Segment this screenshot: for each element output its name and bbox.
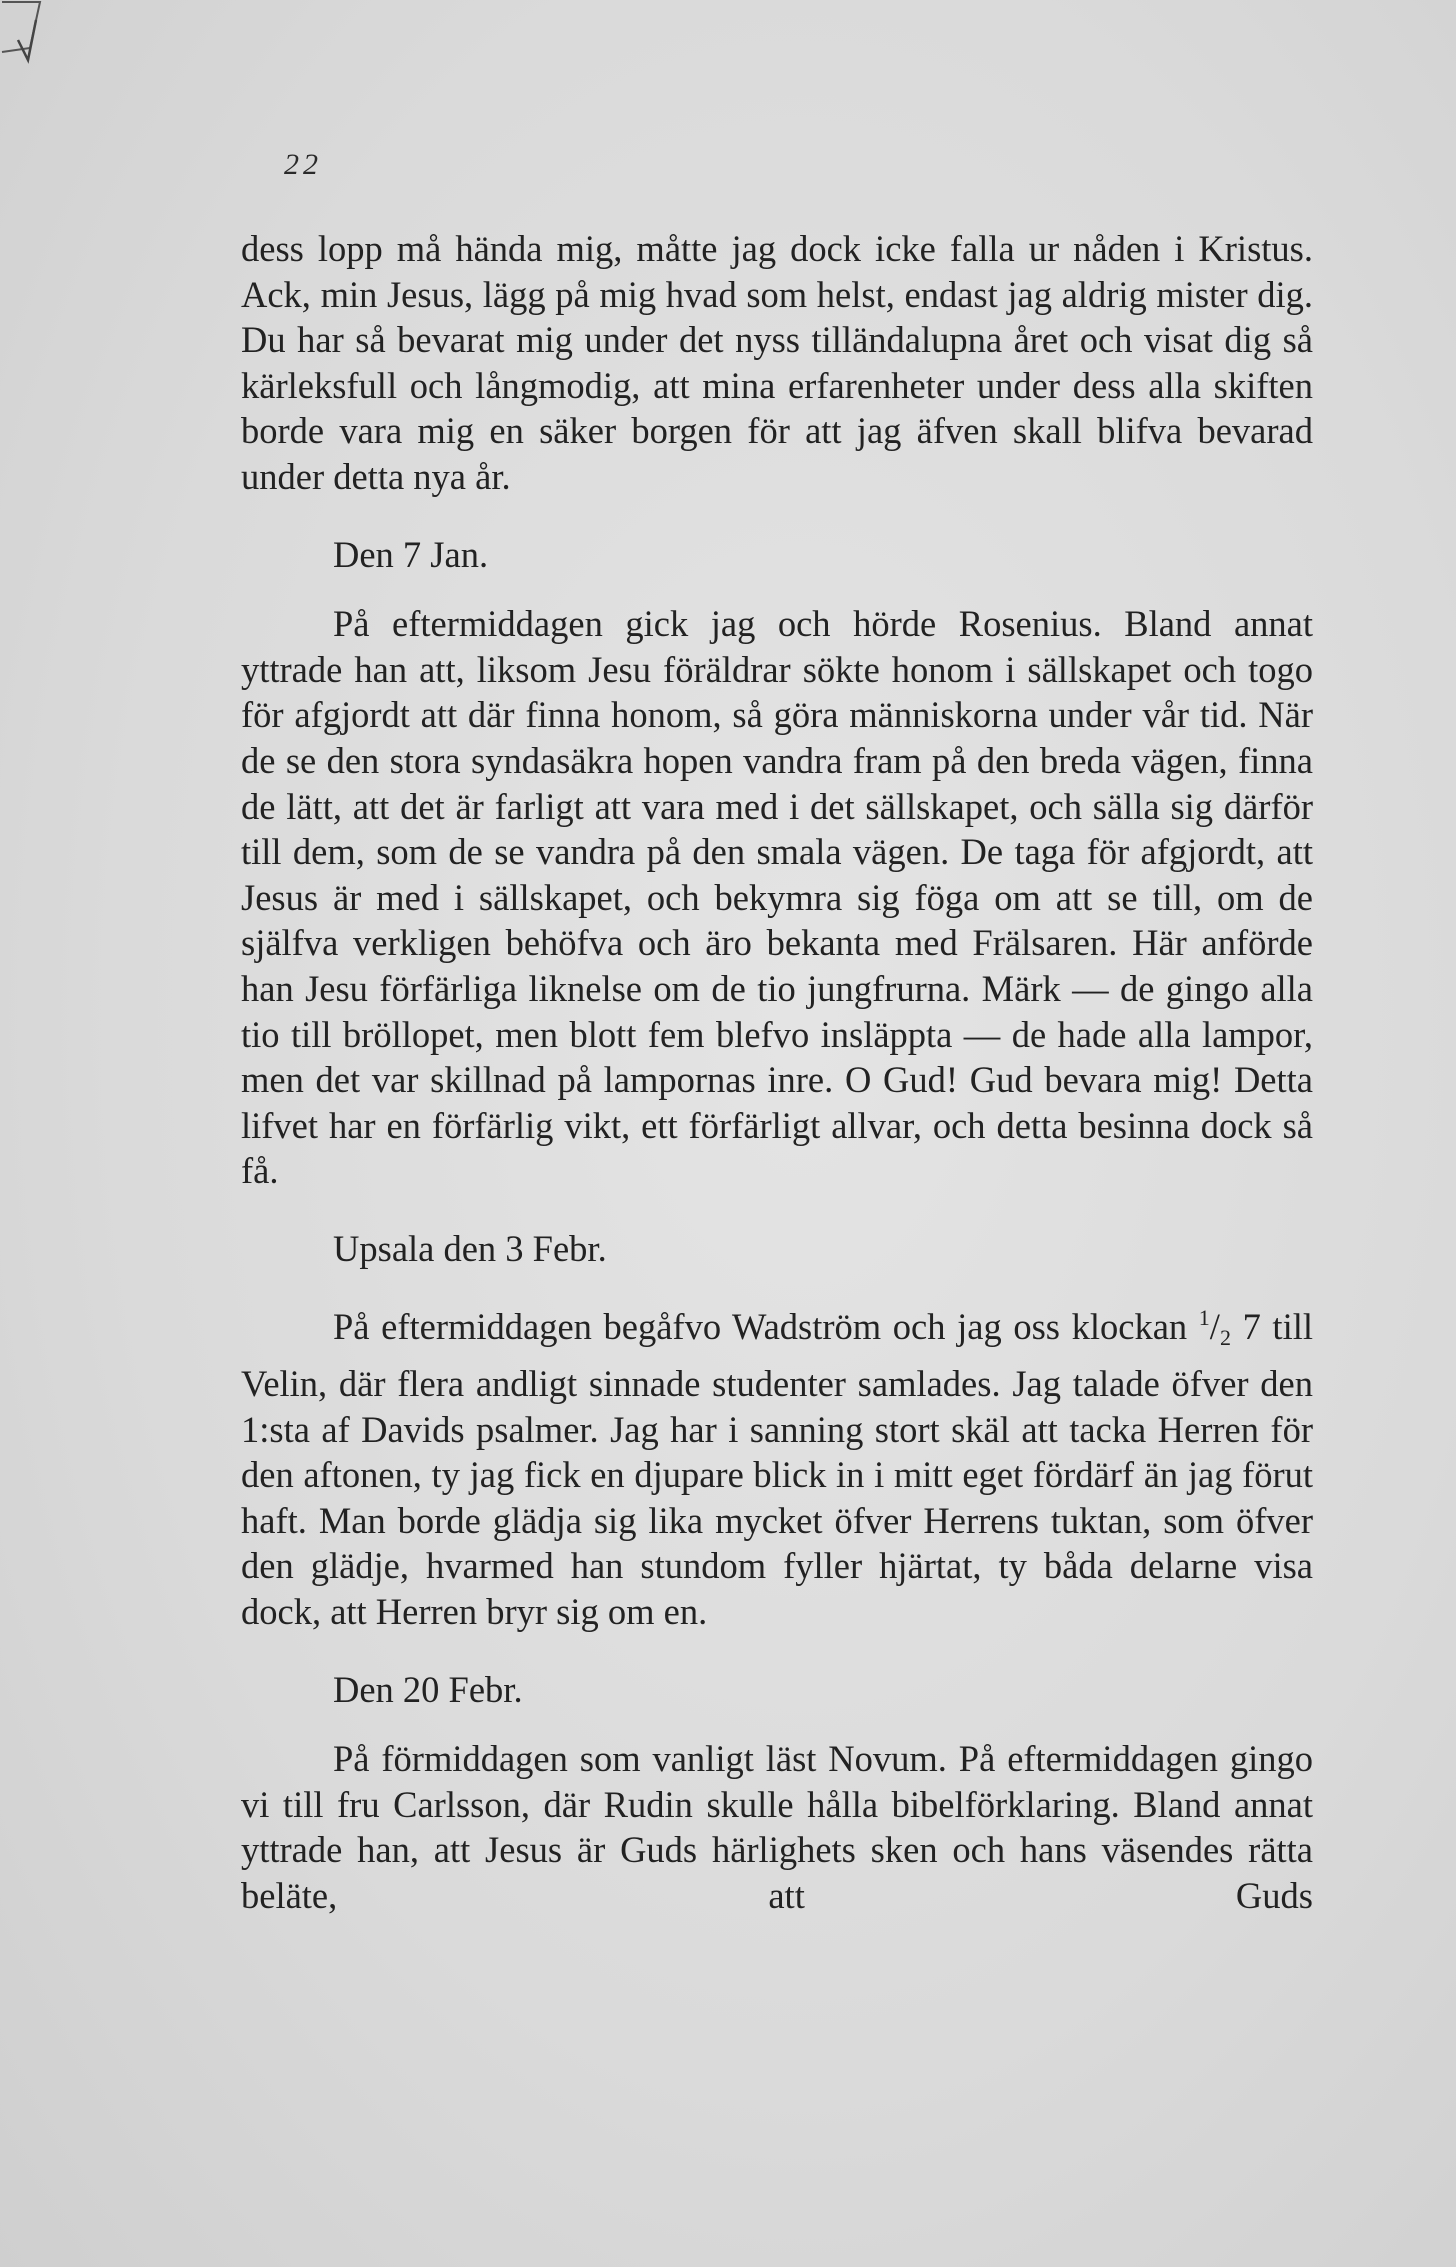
entry-heading-feb-20: Den 20 Febr. — [333, 1668, 523, 1710]
fraction-denominator: 2 — [1219, 1325, 1231, 1351]
paragraph-feb-3-rest: 7 till Velin, där flera andligt sinnade studenter samlades. Jag talade öfver den 1:sta af Davids psalmer. Jag har i sanning stort skäl att tacka Herren för den aftonen, ty jag fick en djupare blick in i mitt eget fördärf än jag förut haft. Man borde glädja sig lika mycket öfver Herrens tuktan, som öfver den glädje, hvarmed han stundom fyller hjärtat, ty båda delarne visa dock, att Herren bryr sig om en. — [241, 1306, 1313, 1633]
entry-heading-feb-3: Upsala den 3 Febr. — [333, 1227, 607, 1269]
fraction-numerator: 1 — [1198, 1305, 1210, 1331]
entry-heading-jan-7: Den 7 Jan. — [333, 533, 489, 575]
paragraph-opening: dess lopp må hända mig, måtte jag dock icke falla ur nåden i Kristus. Ack, min Jesus, lägg på mig hvad som helst, endast jag aldrig mister dig. Du har så bevarat mig under det nyss tilländalupna året och visat dig så kärleksfull och långmodig, att mina erfarenheter under dess alla skiften borde vara mig en säker borgen för att jag äfven skall blifva bevarad under detta nya år. — [241, 228, 1313, 497]
page-body — [241, 226, 1313, 1919]
paragraph-feb-20: På förmiddagen som vanligt läst Novum. På eftermiddagen gingo vi till fru Carlsson, där Rudin skulle hålla bibelförklaring. Bland annat yttrade han, att Jesus är Guds härlighets sken och hans väsendes rätta beläte, att Guds — [241, 1738, 1313, 1916]
fraction-slash: / — [1209, 1306, 1220, 1348]
paragraph-jan-7: På eftermiddagen gick jag och hörde Rosenius. Bland annat yttrade han att, liksom Jesu föräldrar sökte honom i sällskapet och togo för afgjordt att där finna honom, så göra människorna under vår tid. När de se den stora syndasäkra hopen vandra fram på den breda vägen, finna de lätt, att det är farligt att vara med i det sällskapet, och sälla sig därför till dem, som de se vandra på den smala vägen. De taga för afgjordt, att Jesus är med i sällskapet, och bekymra sig föga om att se till, om de själfva verkligen behöfva och äro bekanta med Frälsaren. Här anförde han Jesu förfärliga liknelse om de tio jungfrurna. Märk — de gingo alla tio till bröllopet, men blott fem blefvo insläppta — de hade alla lampor, men det var skillnad på lampornas inre. O Gud! Gud bevara mig! Detta lifvet har en förfärlig vikt, ett förfärligt allvar, och detta besinna dock så få. — [241, 603, 1313, 1192]
paragraph-feb-3-start: På eftermiddagen begåfvo Wadström och jag oss klockan — [333, 1306, 1188, 1348]
page-number: 22 — [284, 148, 322, 181]
corner-pencil-mark — [0, 0, 48, 70]
time-fraction — [1198, 1305, 1231, 1351]
paragraph-feb-3 — [241, 1295, 1313, 1634]
